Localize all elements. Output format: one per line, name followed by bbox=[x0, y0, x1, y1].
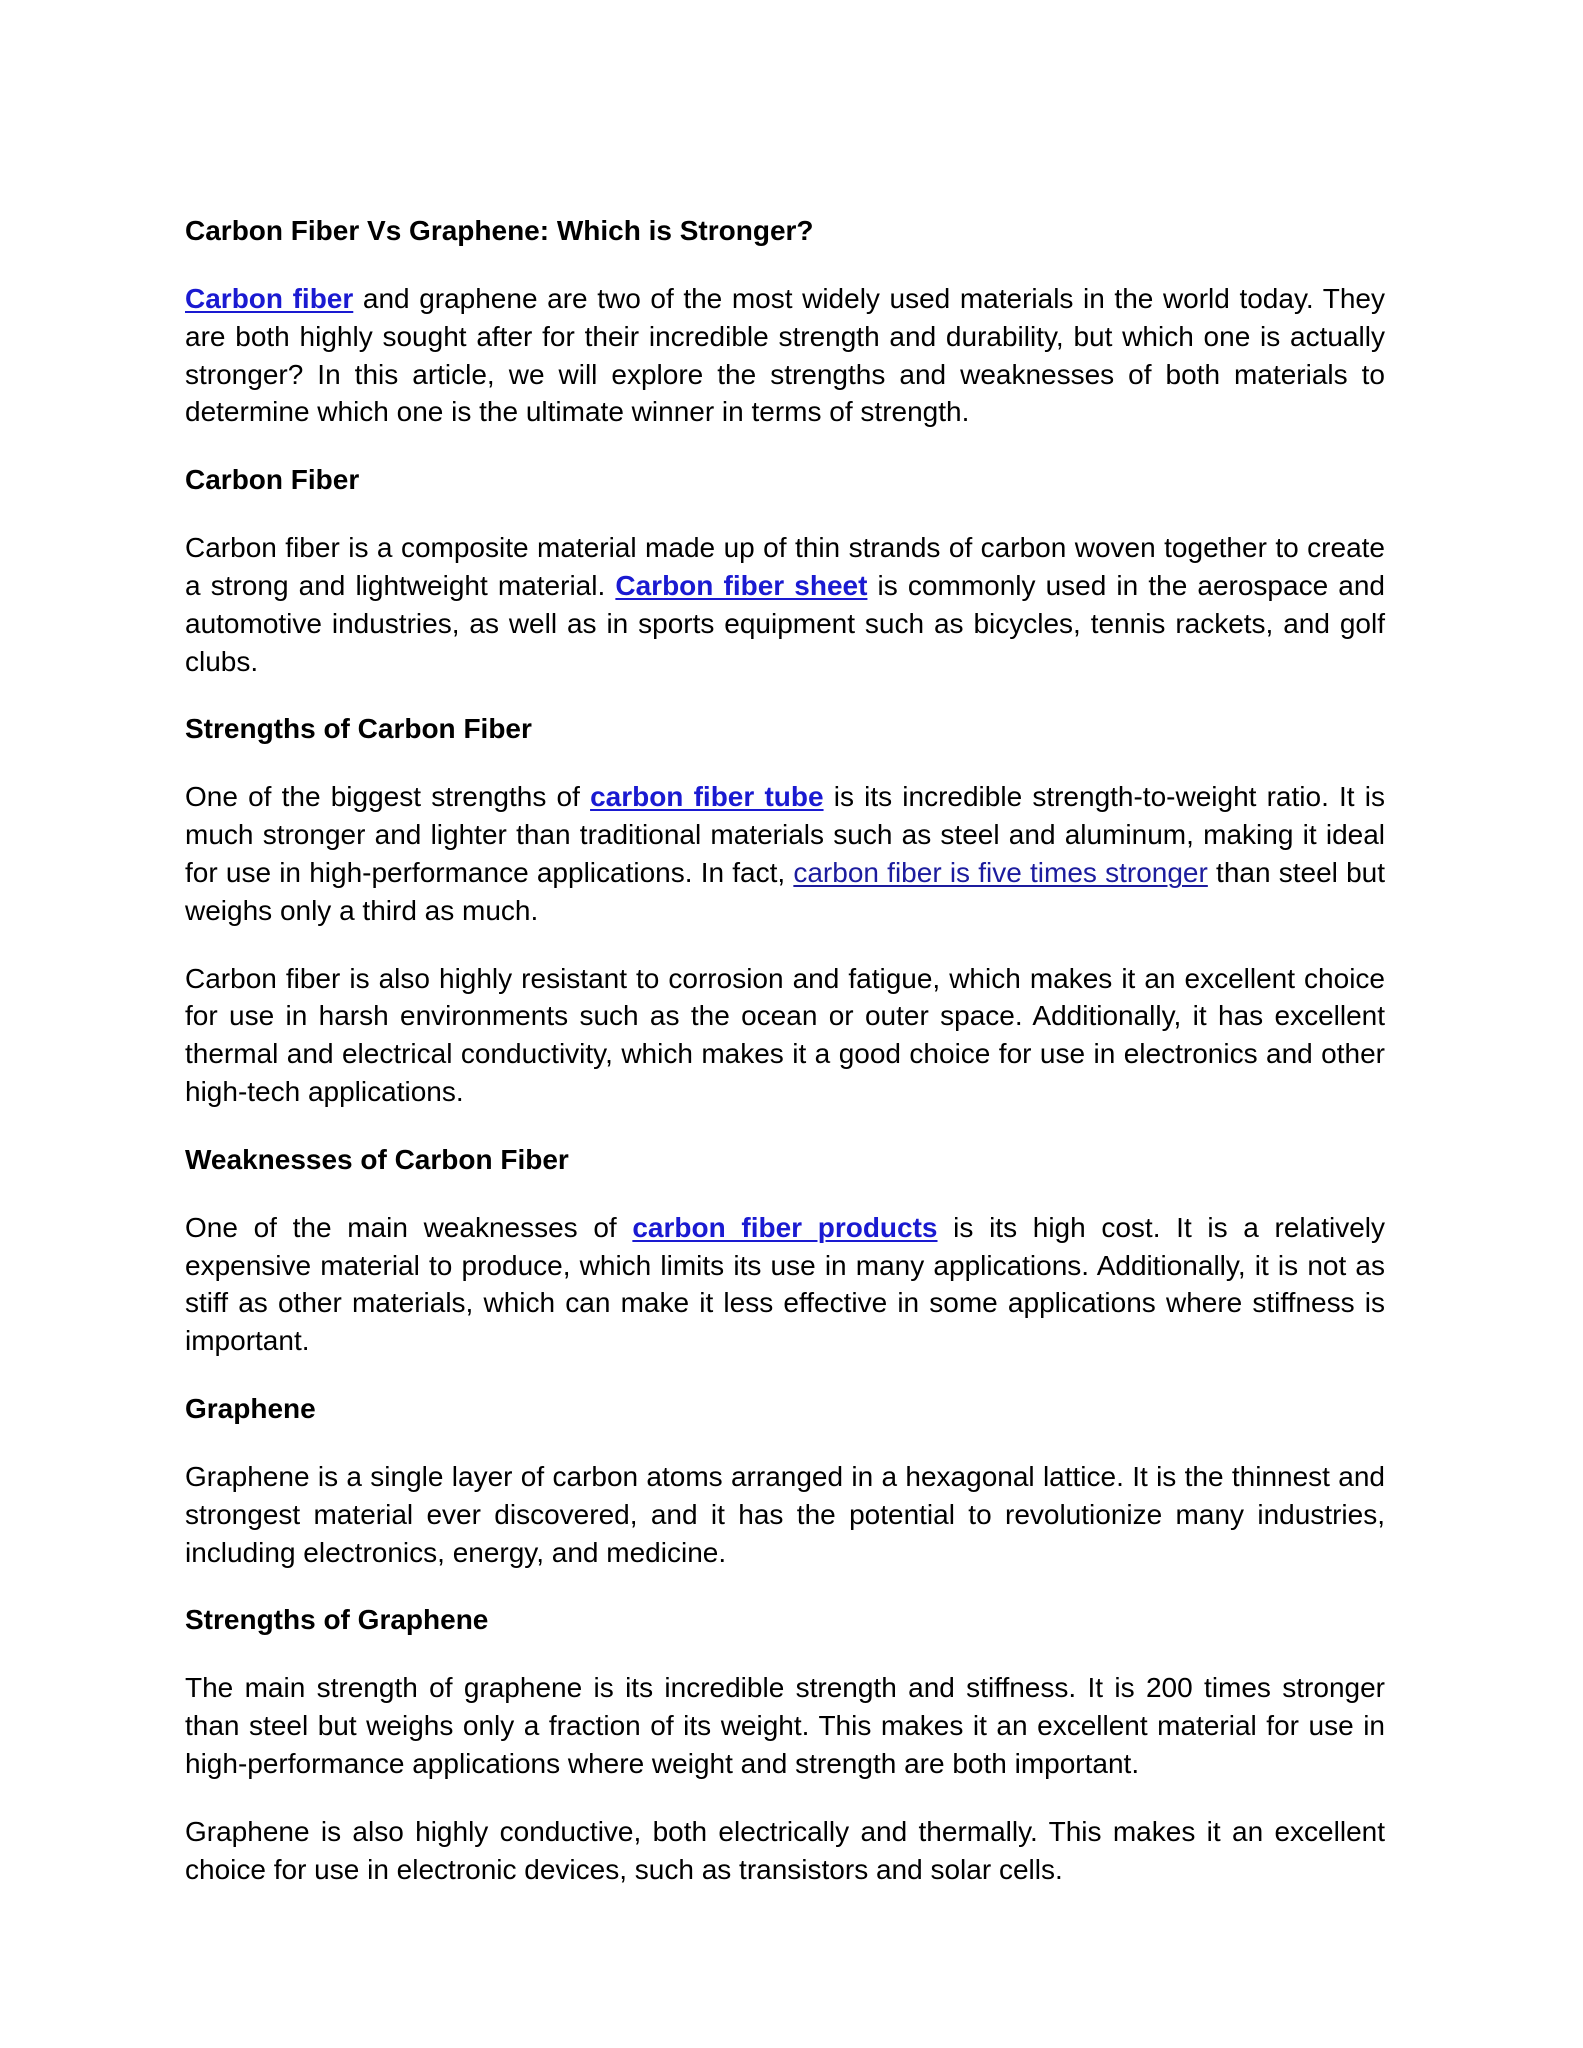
intro-text: and graphene are two of the most widely used materials in the world today. They are both highly sought after for their incredible strength and durability, but which one is actually stronger? In this article, we will explore the strengths and weaknesses of both materials to determine which one is the ultimate winner in terms of strength. bbox=[185, 283, 1385, 428]
heading-weaknesses-carbon-fiber: Weaknesses of Carbon Fiber bbox=[185, 1143, 569, 1175]
document-title: Carbon Fiber Vs Graphene: Which is Stronger? bbox=[185, 215, 814, 246]
weaknesses-cf-text-before: One of the main weaknesses of bbox=[185, 1211, 633, 1243]
carbon-fiber-paragraph bbox=[185, 529, 1385, 680]
heading-graphene: Graphene bbox=[185, 1392, 316, 1424]
five-times-stronger-link[interactable]: carbon fiber is five times stronger bbox=[793, 856, 1208, 888]
carbon-fiber-sheet-link[interactable]: Carbon fiber sheet bbox=[615, 569, 868, 601]
strengths-cf-paragraph-2: Carbon fiber is also highly resistant to corrosion and fatigue, which makes it an excellent choice for use in harsh environments such as the ocean or outer space. Additionally, it has excellent thermal and electrical conductivity, which makes it a good choice for use in electronics and other high-tech applications. bbox=[185, 962, 1385, 1107]
carbon-fiber-text-after: is commonly used in the aerospace and automotive industries, as well as in sports equipment such as bicycles, tennis rackets, and golf clubs. bbox=[185, 569, 1385, 677]
carbon-fiber-text-before: Carbon fiber is a composite material made up of thin strands of carbon woven together to create a strong and lightweight material. bbox=[185, 532, 1385, 601]
strengths-cf-text-middle: is its incredible strength-to-weight ratio. It is much stronger and lighter than traditional materials such as steel and aluminum, making it ideal for use in high-performance applications. In fact, bbox=[185, 781, 1385, 888]
strengths-g-paragraph-1: The main strength of graphene is its incredible strength and stiffness. It is 200 times stronger than steel but weighs only a fraction of its weight. This makes it an excellent material for use in high-performance applications where weight and strength are both important. bbox=[185, 1672, 1385, 1779]
strengths-g-paragraph-2: Graphene is also highly conductive, both electrically and thermally. This makes it an excellent choice for use in electronic devices, such as transistors and solar cells. bbox=[185, 1815, 1385, 1885]
carbon-fiber-link[interactable]: Carbon fiber bbox=[185, 283, 354, 314]
weaknesses-cf-text-after: is its high cost. It is a relatively expensive material to produce, which limits its use in many applications. Additionally, it is not as stiff as other materials, which can make it less effective in some applications where stiffness is important. bbox=[185, 1211, 1386, 1357]
carbon-fiber-products-link[interactable]: carbon fiber products bbox=[632, 1211, 938, 1243]
heading-strengths-carbon-fiber: Strengths of Carbon Fiber bbox=[185, 713, 532, 745]
carbon-fiber-tube-link[interactable]: carbon fiber tube bbox=[590, 781, 824, 813]
strengths-cf-text-after: than steel but weighs only a third as much. bbox=[185, 856, 1385, 926]
heading-carbon-fiber: Carbon Fiber bbox=[185, 464, 360, 496]
graphene-paragraph: Graphene is a single layer of carbon atoms arranged in a hexagonal lattice. It is the thinnest and strongest material ever discovered, and it has the potential to revolutionize many industries, including electronics, energy, and medicine. bbox=[185, 1460, 1385, 1568]
strengths-cf-text-before: One of the biggest strengths of bbox=[185, 781, 591, 813]
heading-strengths-graphene: Strengths of Graphene bbox=[185, 1604, 489, 1636]
intro-paragraph bbox=[185, 280, 1385, 431]
document-page bbox=[185, 212, 1385, 1918]
strengths-cf-paragraph-1 bbox=[185, 778, 1385, 929]
weaknesses-cf-paragraph bbox=[185, 1209, 1385, 1360]
